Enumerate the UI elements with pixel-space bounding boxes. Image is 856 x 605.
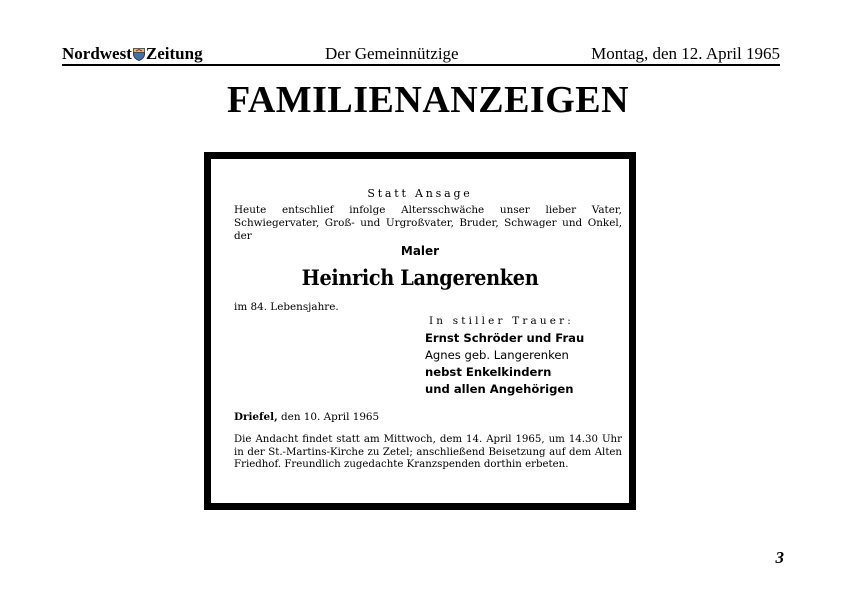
mourner-line: Ernst Schröder und Frau (425, 331, 585, 345)
publication-name (62, 44, 203, 66)
page-number: 3 (775, 548, 784, 567)
service-details: Die Andacht findet statt am Mittwoch, dem 14. April 1965, um 14.30 Uhr in der St.-Martins-Kirche zu Zetel; anschließend Beisetzung auf dem Alten Friedhof. Freundlich zugedachte Kranzspenden dorthin erbeten. (234, 434, 622, 471)
header-rule (62, 64, 780, 66)
publication-name-part1: Nordwest (62, 44, 132, 63)
place-date (234, 411, 379, 423)
notice-intro: Heute entschlief infolge Altersschwäche unser lieber Vater, Schwiegervater, Groß- und Urgroßvater, Bruder, Schwager und Onkel, der (234, 204, 622, 242)
place-name: Driefel, (234, 411, 278, 423)
notice-heading: Statt Ansage (367, 187, 473, 200)
notice-date: den 10. April 1965 (281, 411, 380, 423)
page-title: FAMILIENANZEIGEN (226, 79, 630, 121)
death-notice (204, 152, 636, 510)
coat-of-arms-icon (133, 46, 145, 66)
deceased-name: Heinrich Langerenken (301, 265, 539, 290)
mourner-line: Agnes geb. Langerenken (425, 348, 569, 362)
mourner-line: und allen Angehörigen (425, 382, 574, 396)
section-label: Der Gemeinnützige (325, 44, 459, 63)
issue-date: Montag, den 12. April 1965 (591, 44, 780, 63)
mourner-line: nebst Enkelkindern (425, 365, 552, 379)
publication-name-part2: Zeitung (145, 44, 203, 63)
age-note: im 84. Lebensjahre. (234, 301, 339, 313)
mourning-label: In stiller Trauer: (429, 315, 574, 327)
masthead (62, 44, 780, 64)
mourners-block (425, 315, 625, 398)
deceased-occupation: Maler (400, 244, 440, 258)
